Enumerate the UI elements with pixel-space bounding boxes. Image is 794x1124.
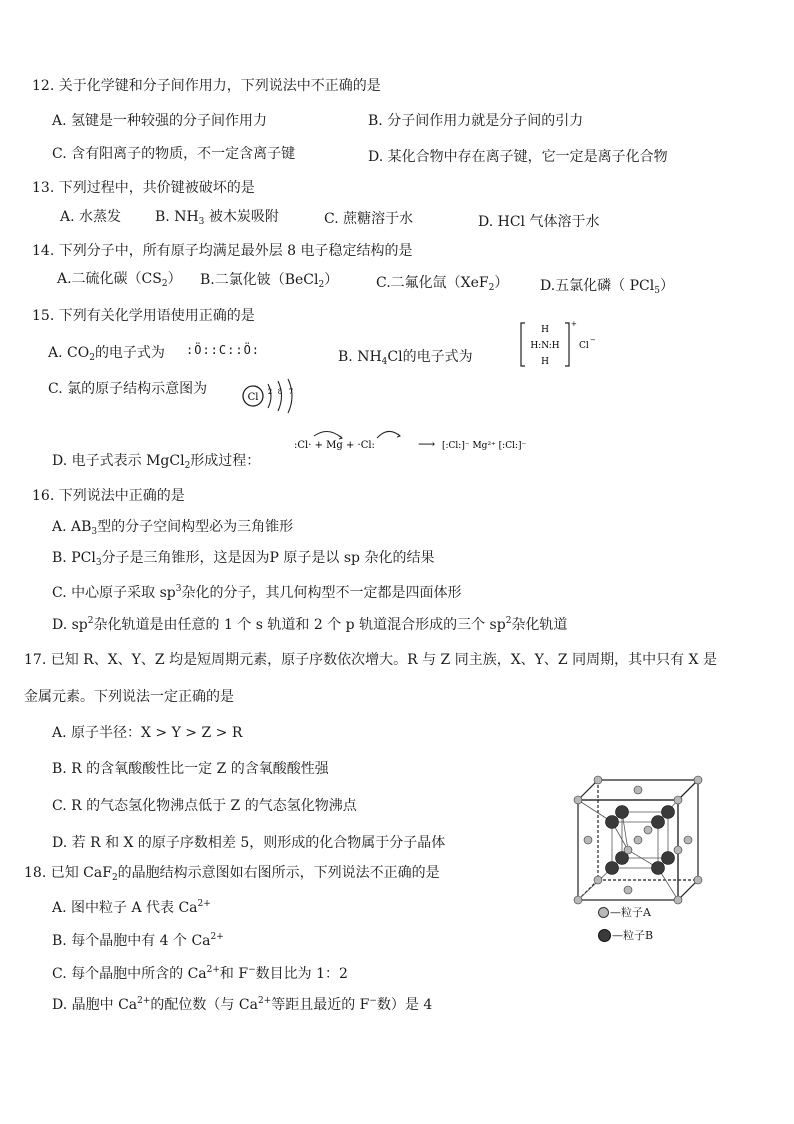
particle-a-icon — [598, 907, 609, 918]
cl-atomic-structure-diagram — [240, 376, 310, 416]
q14-option-b: B.二氯化铍（BeCl$_2$） — [200, 272, 339, 290]
q12-option-a: A. 氢键是一种较强的分子间作用力 — [52, 113, 268, 129]
q16-option-b: B. PCl$_3$分子是三角锥形，这是因为P 原子是以 sp 杂化的结果 — [52, 550, 435, 568]
q15-option-d: D. 电子式表示 MgCl$_2$形成过程： — [52, 453, 261, 471]
particle-b-icon — [598, 929, 611, 942]
q16-option-a: A. $AB_3$型的分子空间构型必为三角锥形 — [52, 519, 294, 537]
q13-option-b: B. $NH_3$ 被木炭吸附 — [155, 209, 279, 227]
q17-option-d: D. 若 R 和 X 的原子序数相差 5，则形成的化合物属于分子晶体 — [52, 835, 446, 851]
svg-text:−: − — [590, 336, 596, 344]
q13-stem: 13. 下列过程中，共价键被破坏的是 — [32, 180, 255, 196]
q18-option-b: B. 每个晶胞中有 4 个 $Ca^{2+}$ — [52, 932, 224, 949]
legend-particle-b: —粒子B — [598, 927, 653, 943]
q17-option-a: A. 原子半径：X > Y > Z > R — [52, 725, 243, 741]
nucleus-label: Cl — [247, 392, 259, 403]
q14-option-d: D.五氯化磷（ PCl$_5$） — [540, 278, 674, 296]
q18-option-a: A. 图中粒子 A 代表 $Ca^{2+}$ — [52, 899, 211, 916]
nh4-h-row: H:N:H — [530, 341, 560, 351]
q12-option-d: D. 某化合物中存在离子键，它一定是离子化合物 — [368, 149, 668, 165]
q16-option-d: D. $sp^2$杂化轨道是由任意的 1 个 s 轨道和 2 个 p 轨道混合形成的三个 $sp^2$杂化轨道 — [52, 616, 568, 633]
q17-option-c: C. R 的气态氢化物沸点低于 Z 的气态氢化物沸点 — [52, 798, 357, 814]
q18-option-c: C. 每个晶胞中所含的 $Ca^{2+}$和 F−数目比为 1：2 — [52, 965, 348, 982]
q12-option-c: C. 含有阳离子的物质，不一定含离子键 — [52, 146, 296, 162]
products: [:Cl:]⁻ Mg²⁺ [:Cl:]⁻ — [442, 441, 527, 451]
nh4-h-top: H — [541, 325, 549, 335]
shell-2: 8 — [277, 388, 283, 396]
caf2-unit-cell-diagram — [560, 770, 710, 910]
reactants: :Cl· + Mg + ·Cl: — [294, 440, 375, 451]
crystal-legend — [598, 904, 708, 944]
q17-stem-line2: 金属元素。下列说法一定正确的是 — [24, 689, 234, 705]
nh4-h-bottom: H — [541, 357, 549, 367]
q12-stem: 12. 关于化学键和分子间作用力，下列说法中不正确的是 — [32, 78, 381, 94]
shell-3: 7 — [288, 388, 294, 396]
svg-text:+: + — [571, 320, 577, 328]
q18-option-d: D. 晶胞中 $Ca^{2+}$的配位数（与 $Ca^{2+}$等距且最近的 F−数）是 4 — [52, 996, 433, 1013]
q15-stem: 15. 下列有关化学用语使用正确的是 — [32, 308, 255, 324]
q13-option-d: D. HCl 气体溶于水 — [478, 214, 600, 230]
q17-option-b: B. R 的含氧酸酸性比一定 Z 的含氧酸酸性强 — [52, 761, 329, 777]
q13-option-a: A. 水蒸发 — [60, 209, 122, 225]
mgcl2-formation-diagram — [292, 428, 562, 458]
q13-option-c: C. 蔗糖溶于水 — [324, 211, 414, 227]
q15-option-a: A. $CO_2$的电子式为 — [48, 345, 165, 363]
cl-anion: Cl — [579, 341, 589, 351]
reaction-arrow: ⟶ — [418, 437, 436, 451]
co2-electron-formula: :Ö::C::Ö: — [186, 343, 261, 357]
q12-option-b: B. 分子间作用力就是分子间的引力 — [368, 113, 584, 129]
q15-option-b: B. $NH_4Cl$的电子式为 — [338, 349, 473, 367]
q17-stem-line1: 17. 已知 R、X、Y、Z 均是短周期元素，原子序数依次增大。R 与 Z 同主族，X、Y、Z 同周期，其中只有 X 是 — [24, 652, 717, 668]
nh4cl-electron-formula — [518, 320, 598, 370]
q18-stem: 18. 已知 CaF$_2$的晶胞结构示意图如右图所示，下列说法不正确的是 — [24, 865, 440, 883]
q15-option-c: C. 氯的原子结构示意图为 — [48, 381, 208, 397]
legend-particle-a: —粒子A — [598, 904, 651, 920]
q16-option-c: C. 中心原子采取 $sp^3$杂化的分子，其几何构型不一定都是四面体形 — [52, 584, 462, 601]
q16-stem: 16. 下列说法中正确的是 — [32, 488, 185, 504]
q14-stem: 14. 下列分子中，所有原子均满足最外层 8 电子稳定结构的是 — [32, 243, 413, 259]
shell-1: 2 — [267, 388, 273, 396]
q14-option-a: A.二硫化碳$(CS_2)$ — [57, 271, 182, 289]
q14-option-c: C.二氟化氙（XeF$_2$） — [376, 275, 509, 293]
